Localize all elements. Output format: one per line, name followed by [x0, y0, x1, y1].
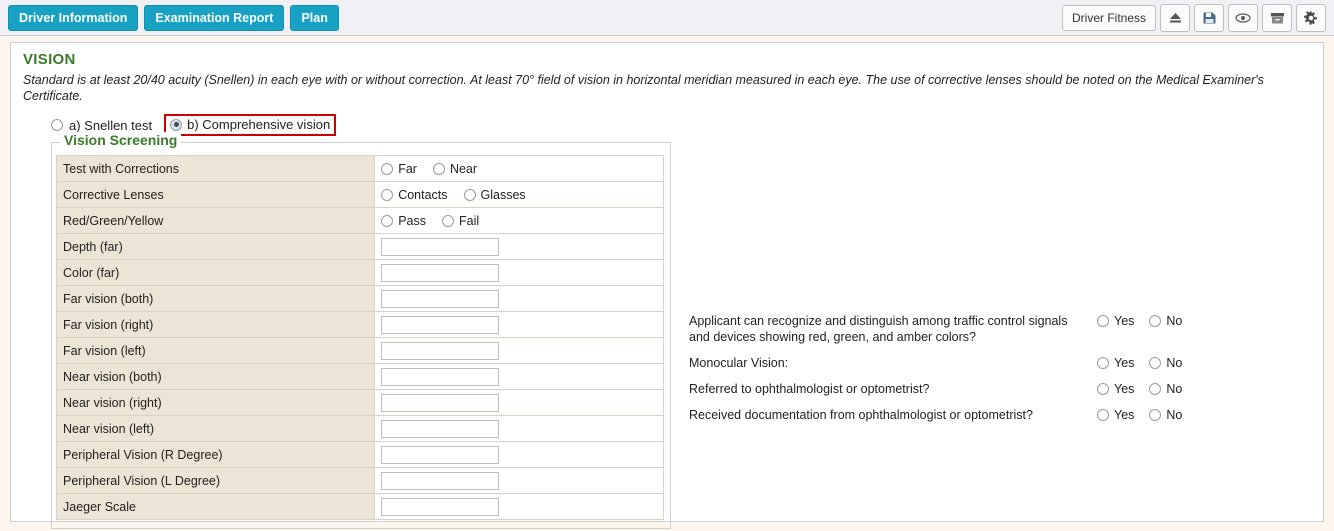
- row-label: Near vision (right): [57, 390, 375, 416]
- tab-examination-report[interactable]: Examination Report: [144, 5, 284, 31]
- input-peripheral-vision-l[interactable]: [381, 472, 499, 490]
- vision-screening-fieldset: [51, 132, 671, 529]
- input-far-vision-left[interactable]: [381, 342, 499, 360]
- input-peripheral-vision-r[interactable]: [381, 446, 499, 464]
- eject-icon[interactable]: [1160, 4, 1190, 32]
- row-value: [375, 468, 664, 494]
- label-snellen-test: a) Snellen test: [69, 117, 153, 133]
- table-row: [57, 312, 664, 338]
- archive-icon[interactable]: [1262, 4, 1292, 32]
- radio-traffic-signals-yes[interactable]: [1097, 315, 1109, 327]
- label-comprehensive-vision: b) Comprehensive vision: [187, 117, 331, 132]
- gear-icon[interactable]: [1296, 4, 1326, 32]
- radio-received-doc-yes[interactable]: [1097, 409, 1109, 421]
- row-value: [375, 442, 664, 468]
- question-options: [1097, 313, 1182, 328]
- table-row: [57, 494, 664, 520]
- vision-screening-legend: Vision Screening: [60, 132, 181, 148]
- label-yes: Yes: [1114, 382, 1135, 396]
- row-label: Test with Corrections: [57, 156, 375, 182]
- top-toolbar: [0, 0, 1334, 36]
- row-label: Far vision (left): [57, 338, 375, 364]
- label-no: No: [1166, 408, 1183, 422]
- tab-plan[interactable]: Plan: [290, 5, 338, 31]
- radio-near[interactable]: [433, 163, 445, 175]
- label-yes: Yes: [1114, 408, 1135, 422]
- label-yes: Yes: [1114, 314, 1135, 328]
- vision-standard-text: Standard is at least 20/40 acuity (Snellen) in each eye with or without correction. At least 70° field of vision in horizontal meridian measured in each eye. The use of corrective lenses should be noted on the Medical Examiner's Certificate.: [23, 73, 1264, 103]
- table-row: [57, 234, 664, 260]
- radio-received-doc-no[interactable]: [1149, 409, 1161, 421]
- input-jaeger-scale[interactable]: [381, 498, 499, 516]
- row-value: [375, 260, 664, 286]
- question-text: Referred to ophthalmologist or optometrist?: [689, 382, 930, 396]
- row-value: [375, 286, 664, 312]
- radio-monocular-no[interactable]: [1149, 357, 1161, 369]
- input-far-vision-right[interactable]: [381, 316, 499, 334]
- row-value: [375, 182, 664, 208]
- vision-questions-block: [689, 313, 1219, 433]
- row-value: [375, 234, 664, 260]
- row-label: Near vision (left): [57, 416, 375, 442]
- red-green-yellow-options: [381, 214, 657, 228]
- row-label: Depth (far): [57, 234, 375, 260]
- radio-pass[interactable]: [381, 215, 393, 227]
- input-near-vision-left[interactable]: [381, 420, 499, 438]
- input-near-vision-right[interactable]: [381, 394, 499, 412]
- row-label: Corrective Lenses: [57, 182, 375, 208]
- input-depth-far[interactable]: [381, 238, 499, 256]
- row-label: Jaeger Scale: [57, 494, 375, 520]
- table-row: [57, 364, 664, 390]
- row-value: [375, 208, 664, 234]
- table-row: [57, 442, 664, 468]
- label-no: No: [1166, 356, 1183, 370]
- radio-referred-no[interactable]: [1149, 383, 1161, 395]
- table-row: [57, 260, 664, 286]
- row-value: [375, 312, 664, 338]
- tab-driver-information[interactable]: Driver Information: [8, 5, 138, 31]
- corrective-lenses-options: [381, 188, 657, 202]
- page-title: VISION: [23, 51, 76, 68]
- label-fail: Fail: [458, 213, 480, 228]
- radio-snellen-test[interactable]: [51, 119, 63, 131]
- question-options: [1097, 381, 1182, 396]
- radio-glasses[interactable]: [464, 189, 476, 201]
- row-label: Color (far): [57, 260, 375, 286]
- radio-comprehensive-vision[interactable]: [170, 119, 182, 131]
- row-value: [375, 364, 664, 390]
- row-label: Far vision (both): [57, 286, 375, 312]
- label-far: Far: [398, 161, 417, 176]
- row-label: Peripheral Vision (R Degree): [57, 442, 375, 468]
- question-options: [1097, 407, 1182, 422]
- question-row-monocular-vision: [689, 355, 1219, 371]
- driver-fitness-button[interactable]: Driver Fitness: [1062, 5, 1156, 31]
- table-row: [57, 390, 664, 416]
- radio-fail[interactable]: [442, 215, 454, 227]
- table-row: [57, 286, 664, 312]
- question-row-received-documentation: [689, 407, 1219, 423]
- radio-traffic-signals-no[interactable]: [1149, 315, 1161, 327]
- vision-test-choice-group: [51, 114, 1313, 136]
- row-value: [375, 338, 664, 364]
- radio-contacts[interactable]: [381, 189, 393, 201]
- row-value: [375, 156, 664, 182]
- tab-bar: [8, 5, 339, 31]
- comprehensive-vision-highlight: [164, 114, 336, 136]
- table-row: [57, 208, 664, 234]
- label-contacts: Contacts: [398, 187, 448, 202]
- row-value: [375, 416, 664, 442]
- radio-far[interactable]: [381, 163, 393, 175]
- label-glasses: Glasses: [480, 187, 526, 202]
- row-label: Near vision (both): [57, 364, 375, 390]
- label-yes: Yes: [1114, 356, 1135, 370]
- table-row: [57, 416, 664, 442]
- row-value: [375, 390, 664, 416]
- table-row: [57, 182, 664, 208]
- label-no: No: [1166, 314, 1183, 328]
- save-icon[interactable]: [1194, 4, 1224, 32]
- row-value: [375, 494, 664, 520]
- input-far-vision-both[interactable]: [381, 290, 499, 308]
- question-options: [1097, 355, 1182, 370]
- label-pass: Pass: [398, 213, 426, 228]
- label-no: No: [1166, 382, 1183, 396]
- row-label: Peripheral Vision (L Degree): [57, 468, 375, 494]
- question-row-referred: [689, 381, 1219, 397]
- table-row: [57, 468, 664, 494]
- table-row: [57, 156, 664, 182]
- table-row: [57, 338, 664, 364]
- test-with-corrections-options: [381, 162, 657, 176]
- eye-icon[interactable]: [1228, 4, 1258, 32]
- question-row-traffic-signals: [689, 313, 1219, 345]
- question-text: Received documentation from ophthalmologist or optometrist?: [689, 408, 1033, 422]
- row-label: Far vision (right): [57, 312, 375, 338]
- radio-monocular-yes[interactable]: [1097, 357, 1109, 369]
- input-color-far[interactable]: [381, 264, 499, 282]
- toolbar-right-group: [1062, 4, 1326, 32]
- row-label: Red/Green/Yellow: [57, 208, 375, 234]
- label-near: Near: [449, 161, 478, 176]
- input-near-vision-both[interactable]: [381, 368, 499, 386]
- radio-referred-yes[interactable]: [1097, 383, 1109, 395]
- question-text: Monocular Vision:: [689, 356, 789, 370]
- vision-screening-table: [56, 155, 664, 520]
- question-text: Applicant can recognize and distinguish among traffic control signals and devices showing red, green, and amber colors?: [689, 314, 1068, 344]
- vision-panel: [10, 42, 1324, 522]
- page-body: [0, 36, 1334, 522]
